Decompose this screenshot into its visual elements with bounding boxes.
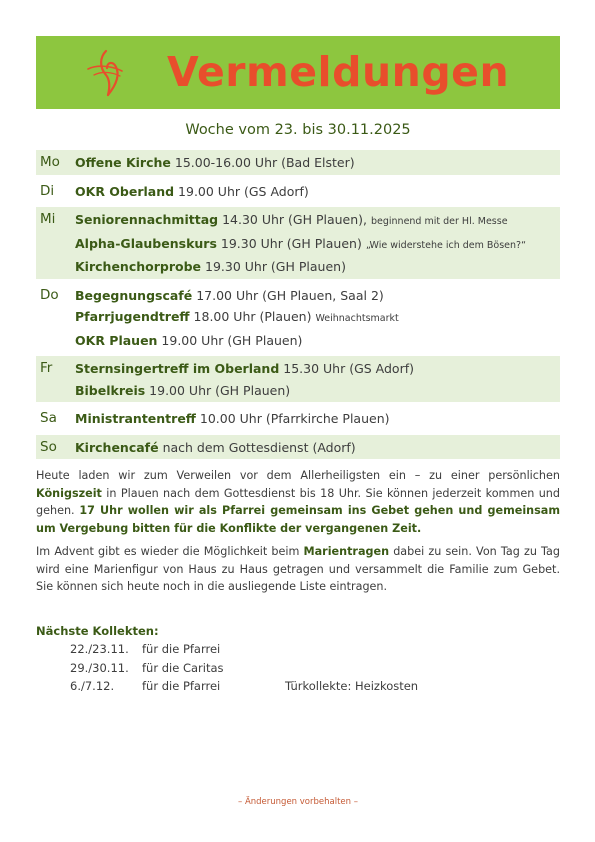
collection-date: 22./23.11. <box>70 642 129 656</box>
schedule-day: Di <box>40 182 55 199</box>
highlight-marientragen: Marientragen <box>303 545 390 558</box>
event-details: 19.00 Uhr (GS Adorf) <box>174 183 309 199</box>
event-name: Kirchencafé <box>75 439 159 455</box>
event-name: Seniorennachmittag <box>75 212 219 227</box>
collection-purpose: für die Caritas <box>142 660 224 675</box>
collection-row <box>36 677 560 696</box>
schedule-entries <box>75 435 560 460</box>
schedule-row <box>36 435 560 460</box>
schedule-entry <box>75 408 560 430</box>
schedule-row <box>36 150 560 175</box>
highlight-prayer: 17 Uhr wollen wir als Pfarrei gemeinsam ins Gebet gehen und gemeinsam um Vergebung bitten für die Konflikte der vergangenen Zeit. <box>36 504 560 535</box>
collections-heading: Nächste Kollekten: <box>36 624 159 638</box>
schedule-entry <box>75 152 560 174</box>
event-note: Weihnachtsmarkt <box>315 313 399 324</box>
schedule-entries <box>75 283 560 353</box>
header-banner <box>36 36 560 109</box>
paragraph-text: dabei zu sein. Von Tag zu Tag wird eine Marienfigur von Haus zu Haus getragen und versammelt die Familie zum Gebet. Sie können sich heute noch in die ausliegende Liste eintragen. <box>36 545 560 593</box>
week-heading: Woche vom 23. bis 30.11.2025 <box>185 122 411 138</box>
event-note: „Wie widerstehe ich dem Bösen?“ <box>365 239 527 251</box>
schedule-row <box>36 356 560 402</box>
event-name: Bibelkreis <box>75 382 146 398</box>
event-note: beginnend mit der Hl. Messe <box>370 216 508 227</box>
schedule-entry <box>75 256 560 278</box>
collection-row <box>36 640 560 659</box>
schedule-entry <box>75 233 560 257</box>
event-name: Pfarrjugendtreff <box>75 309 190 324</box>
schedule-row <box>36 179 560 204</box>
event-name: Alpha-Glaubenskurs <box>75 235 217 251</box>
schedule-entries <box>75 356 560 402</box>
schedule-entries <box>75 179 560 204</box>
collection-purpose: für die Pfarrei <box>142 642 221 656</box>
event-details: 15.00-16.00 Uhr (Bad Elster) <box>170 155 355 170</box>
collection-date: 6./7.12. <box>70 679 115 693</box>
highlight-koenigszeit: Königszeit <box>36 486 102 500</box>
flame-heart-icon <box>80 45 136 101</box>
collections-list <box>36 640 560 696</box>
page-title: Vermeldungen <box>167 48 510 96</box>
footer-note: – Änderungen vorbehalten – <box>238 797 358 807</box>
event-details: 19.00 Uhr (GH Plauen) <box>157 332 303 348</box>
paragraph-text: in Plauen nach dem Gottesdienst bis 18 Uhr. Sie können jederzeit kommen und gehen. <box>36 486 560 517</box>
event-name: Ministrantentreff <box>75 411 196 426</box>
schedule-entry <box>75 306 560 330</box>
collection-purpose: für die Pfarrei <box>142 679 221 693</box>
schedule-row <box>36 406 560 431</box>
paragraph-text: Heute laden wir zum Verweilen vor dem Allerheiligsten ein – zu einer persönlichen <box>36 469 560 482</box>
schedule-entries <box>75 150 560 175</box>
event-details: 19.30 Uhr (GH Plauen) <box>201 259 346 274</box>
schedule-day: Sa <box>40 410 57 426</box>
event-details: 10.00 Uhr (Pfarrkirche Plauen) <box>195 411 390 426</box>
event-name: Begegnungscafé <box>75 287 193 303</box>
schedule-entry <box>75 330 560 352</box>
event-details: 15.30 Uhr (GS Adorf) <box>279 361 414 376</box>
announcement-koenigszeit <box>36 467 560 537</box>
schedule-row <box>36 207 560 279</box>
schedule-day: Mi <box>40 211 56 227</box>
event-name: Kirchenchorprobe <box>75 259 202 274</box>
schedule-entry <box>75 437 560 459</box>
schedule-entry <box>75 209 560 233</box>
paragraph-text: Im Advent gibt es wieder die Möglichkeit beim <box>36 545 304 558</box>
weekly-schedule <box>36 150 560 463</box>
event-details: 19.30 Uhr (GH Plauen) <box>216 235 366 251</box>
schedule-entry <box>75 181 560 203</box>
event-name: OKR Plauen <box>75 332 158 348</box>
schedule-day: Fr <box>40 360 53 376</box>
event-details: 19.00 Uhr (GH Plauen) <box>145 382 291 398</box>
event-details: 17.00 Uhr (GH Plauen, Saal 2) <box>192 287 384 303</box>
event-details: 14.30 Uhr (GH Plauen), <box>218 212 371 227</box>
event-name: Offene Kirche <box>75 155 171 170</box>
collection-row <box>36 659 560 678</box>
schedule-entries <box>75 406 560 431</box>
collection-extra: Türkollekte: Heizkosten <box>285 679 419 693</box>
event-details: 18.00 Uhr (Plauen) <box>189 309 316 324</box>
event-details: nach dem Gottesdienst (Adorf) <box>158 439 356 455</box>
schedule-day: Mo <box>40 154 60 170</box>
schedule-day: Do <box>40 286 59 303</box>
schedule-entry <box>75 358 560 380</box>
schedule-entries <box>75 207 560 279</box>
schedule-day: So <box>40 438 57 455</box>
event-name: Sternsingertreff im Oberland <box>75 361 280 376</box>
announcement-marientragen <box>36 543 560 596</box>
schedule-entry <box>75 380 560 402</box>
collection-date: 29./30.11. <box>70 660 129 675</box>
schedule-entry <box>75 285 560 307</box>
schedule-row <box>36 283 560 353</box>
event-name: OKR Oberland <box>75 183 175 199</box>
